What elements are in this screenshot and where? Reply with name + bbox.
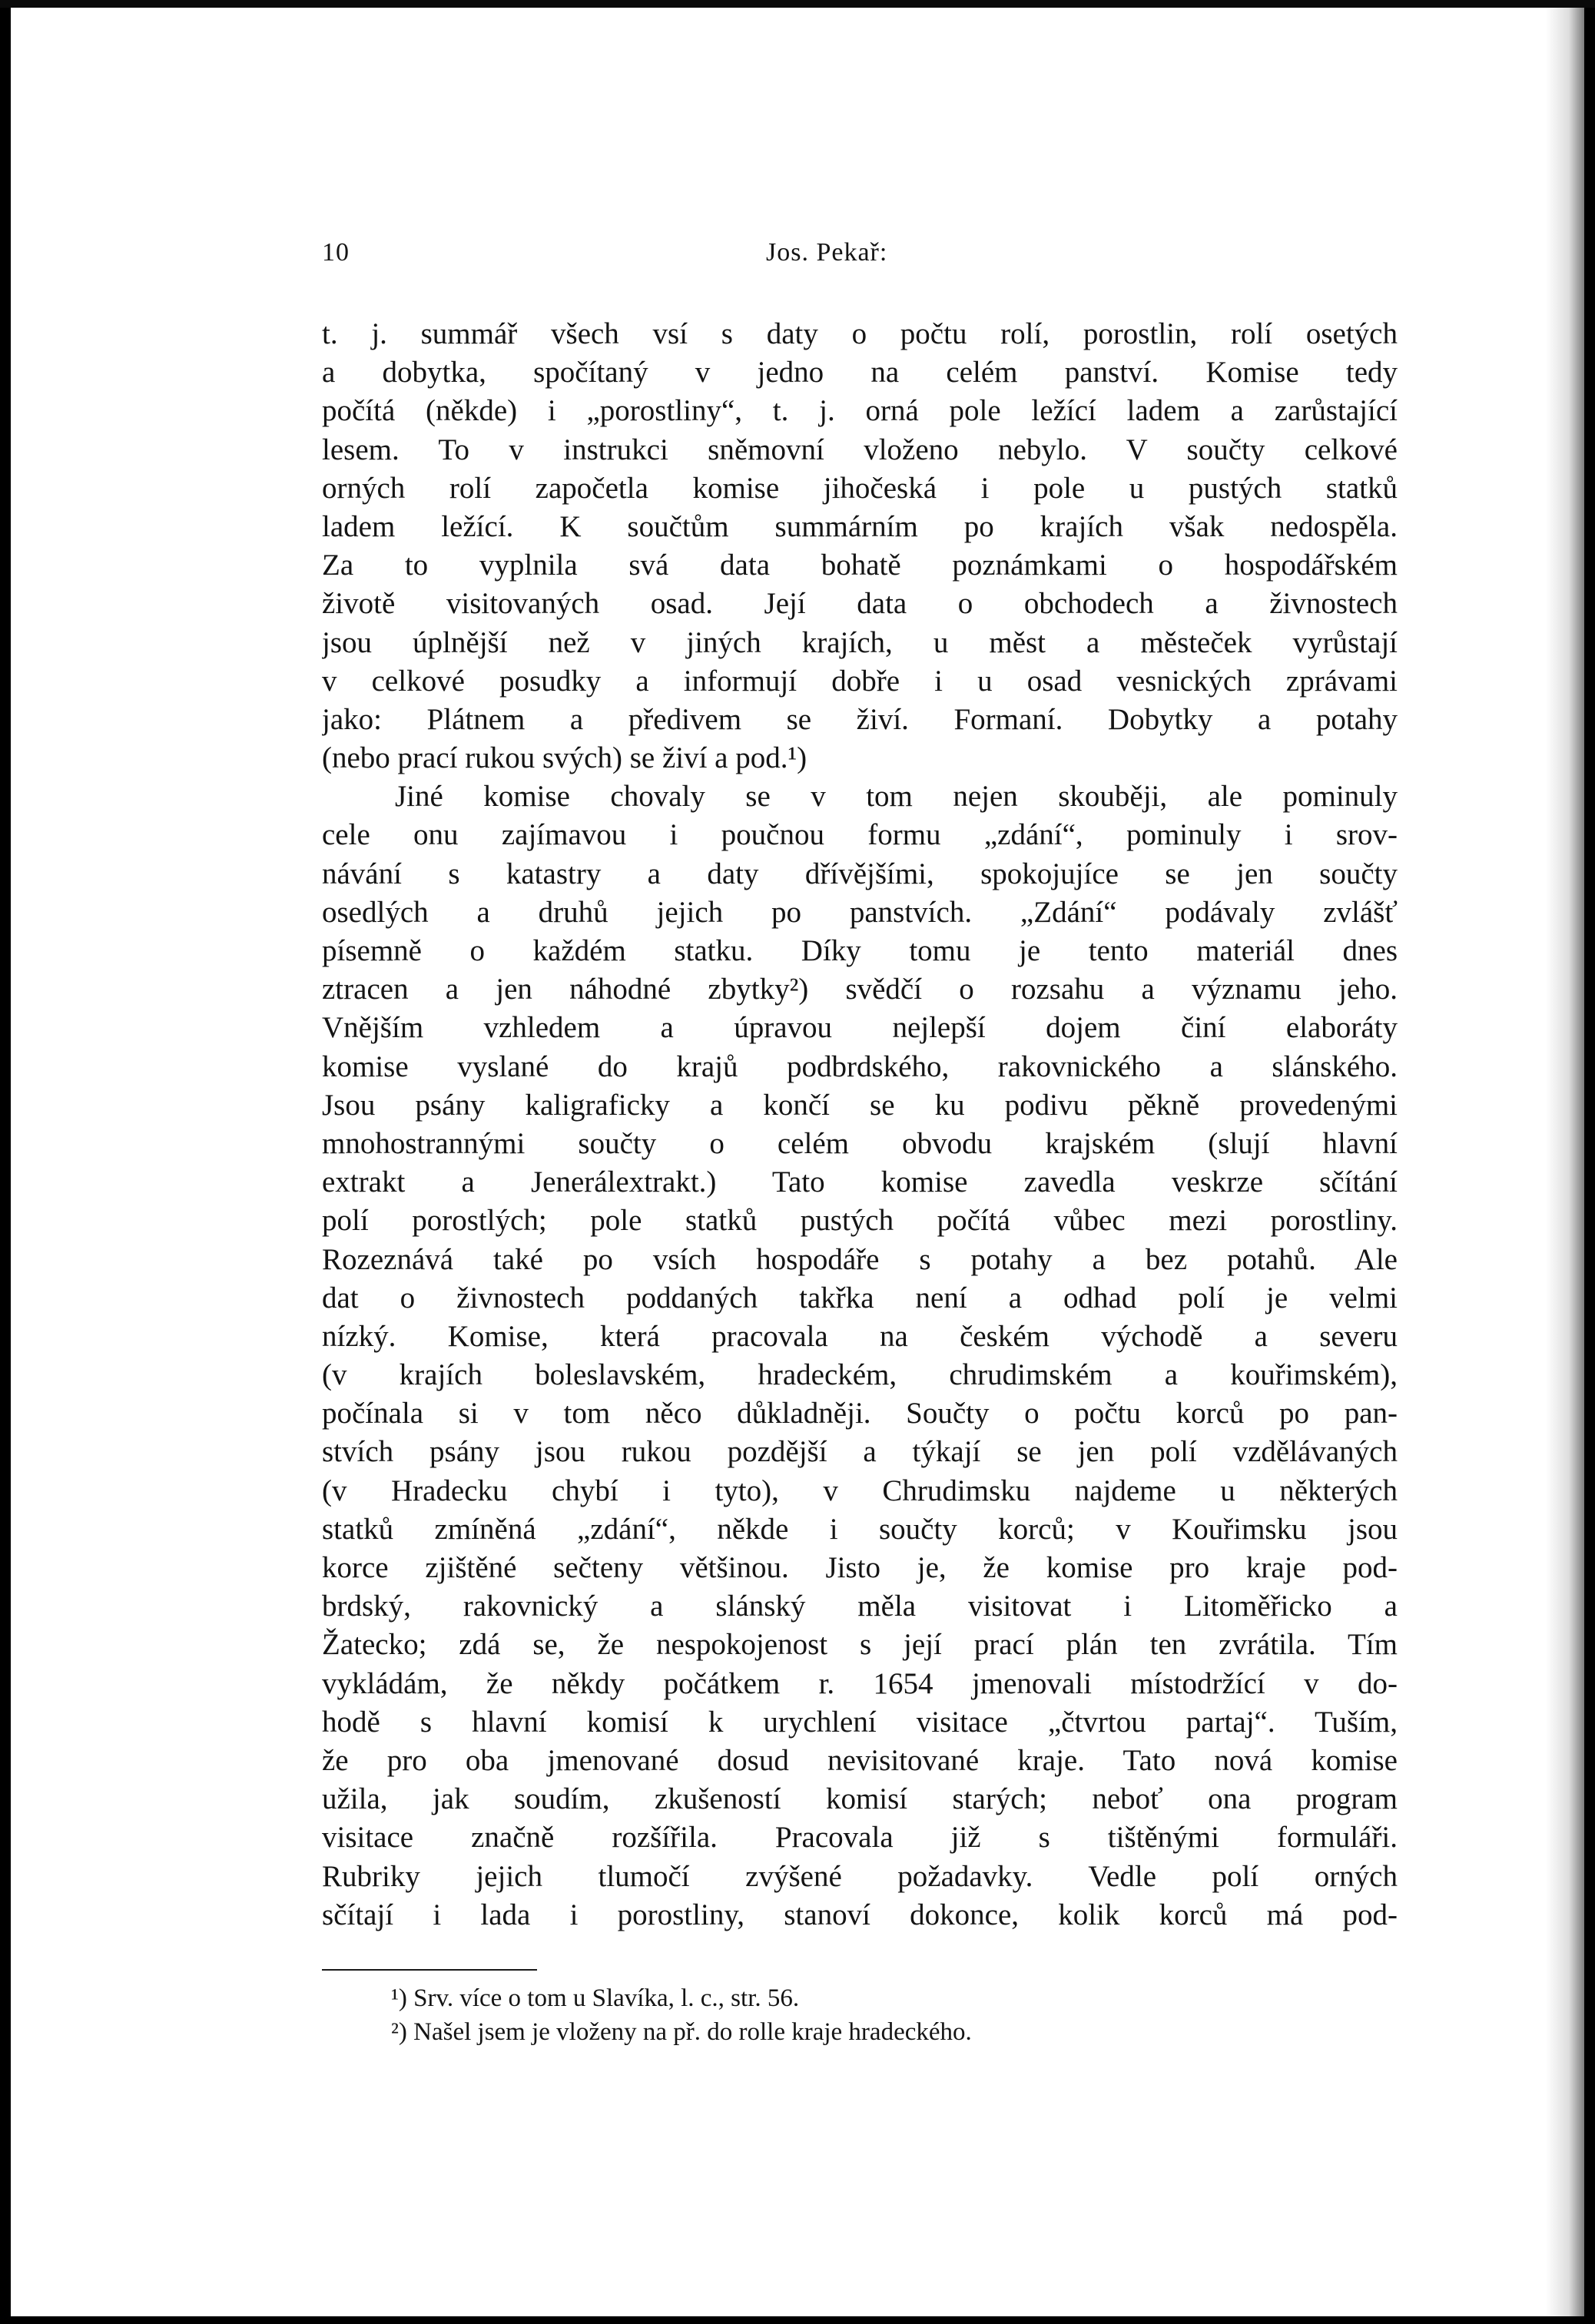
text-line: polí porostlých; pole statků pustých počítá vůbec mezi porostliny. <box>322 1204 1398 1238</box>
running-head-title: Jos. Pekař: <box>766 238 888 267</box>
text-line: sčítají i lada i porostliny, stanoví dokonce, kolik korců má pod- <box>322 1898 1398 1931</box>
paragraph-2 <box>322 777 1398 1934</box>
text-line: (nebo prací rukou svých) se živí a pod.¹) <box>322 741 807 775</box>
text-line: ladem ležící. K součtům summárním po krajích však nedospěla. <box>322 509 1398 543</box>
text-line: ztracen a jen náhodné zbytky²) svědčí o rozsahu a významu jeho. <box>322 973 1398 1006</box>
text-line: v celkové posudky a informují dobře i u osad vesnických zprávami <box>322 664 1398 698</box>
text-line: orných rolí započetla komise jihočeská i pole u pustých statků <box>322 471 1398 505</box>
text-line: jako: Plátnem a předivem se živí. Formaní. Dobytky a potahy <box>322 702 1398 736</box>
text-line: Jsou psány kaligraficky a končí se ku podivu pěkně provedenými <box>322 1088 1398 1122</box>
text-line: užila, jak soudím, zkušeností komisí starých; neboť ona program <box>322 1782 1398 1816</box>
page-number: 10 <box>322 238 350 267</box>
text-column <box>322 238 1398 2049</box>
text-line: komise vyslané do krajů podbrdského, rakovnického a slánského. <box>322 1049 1398 1083</box>
text-line: počínala si v tom něco důkladněji. Součty o počtu korců po pan- <box>322 1397 1398 1431</box>
text-line: hodě s hlavní komisí k urychlení visitace „čtvrtou partaj“. Tuším, <box>322 1705 1398 1739</box>
text-line: Vnějším vzhledem a úpravou nejlepší dojem činí elaboráty <box>322 1011 1398 1045</box>
text-line: korce zjištěné sečteny většinou. Jisto je, že komise pro kraje pod- <box>322 1551 1398 1584</box>
paragraph-1 <box>322 315 1398 777</box>
text-line: vykládám, že někdy počátkem r. 1654 jmenovali místodržící v do- <box>322 1666 1398 1700</box>
text-line: Jiné komise chovaly se v tom nejen skouběji, ale pominuly <box>395 780 1398 814</box>
text-line: Žatecko; zdá se, že nespokojenost s její prací plán ten zvrátila. Tím <box>322 1628 1398 1662</box>
scan-border-top <box>0 0 1595 8</box>
text-line: brdský, rakovnický a slánský měla visitovat i Litoměřicko a <box>322 1590 1398 1623</box>
text-line: návání s katastry a daty dřívějšími, spokojujíce se jen součty <box>322 857 1398 890</box>
text-line: statků zmíněná „zdání“, někde i součty korců; v Kouřimsku jsou <box>322 1512 1398 1546</box>
text-line: lesem. To v instrukci sněmovní vloženo nebylo. V součty celkové <box>322 433 1398 466</box>
text-line: že pro oba jmenované dosud nevisitované kraje. Tato nová komise <box>322 1743 1398 1777</box>
footnote-2: ²) Našel jsem je vloženy na př. do rolle kraje hradeckého. <box>391 2017 972 2046</box>
text-line: extrakt a Jenerálextrakt.) Tato komise zavedla veskrze sčítání <box>322 1165 1398 1199</box>
text-line: nízký. Komise, která pracovala na českém východě a severu <box>322 1319 1398 1353</box>
running-head <box>322 238 1398 284</box>
text-line: visitace značně rozšířila. Pracovala již s tištěnými formuláři. <box>322 1821 1398 1855</box>
text-line: Za to vyplnila svá data bohatě poznámkami o hospodářském <box>322 549 1398 582</box>
text-line: písemně o každém statku. Díky tomu je tento materiál dnes <box>322 934 1398 967</box>
book-page <box>11 8 1584 2316</box>
text-line: osedlých a druhů jejich po panstvích. „Zdání“ podávaly zvlášť <box>322 895 1398 929</box>
text-line: počítá (někde) i „porostliny“, t. j. orná pole ležící ladem a zarůstající <box>322 394 1398 428</box>
body-text <box>322 315 1398 1934</box>
text-line: Rubriky jejich tlumočí zvýšené požadavky. Vedle polí orných <box>322 1859 1398 1893</box>
text-line: stvích psány jsou rukou pozdější a týkají se jen polí vzdělávaných <box>322 1435 1398 1469</box>
text-line: cele onu zajímavou i poučnou formu „zdání“, pominuly i srov- <box>322 818 1398 852</box>
text-line: a dobytka, spočítaný v jedno na celém panství. Komise tedy <box>322 356 1398 390</box>
text-line: (v krajích boleslavském, hradeckém, chrudimském a kouřimském), <box>322 1358 1398 1392</box>
text-line: dat o živnostech poddaných takřka není a odhad polí je velmi <box>322 1281 1398 1315</box>
text-line: životě visitovaných osad. Její data o obchodech a živnostech <box>322 587 1398 621</box>
text-line: t. j. summář všech vsí s daty o počtu rolí, porostlin, rolí osetých <box>322 317 1398 350</box>
text-line: Rozeznává také po vsích hospodáře s potahy a bez potahů. Ale <box>322 1242 1398 1276</box>
footnote-1: ¹) Srv. více o tom u Slavíka, l. c., str. 56. <box>391 1984 800 2012</box>
binding-shadow <box>1546 8 1584 2316</box>
footnote-rule <box>322 1969 537 1971</box>
text-line: jsou úplnější než v jiných krajích, u měst a městeček vyrůstají <box>322 625 1398 659</box>
text-line: (v Hradecku chybí i tyto), v Chrudimsku najdeme u některých <box>322 1474 1398 1507</box>
text-line: mnohostrannými součty o celém obvodu krajském (slují hlavní <box>322 1126 1398 1160</box>
